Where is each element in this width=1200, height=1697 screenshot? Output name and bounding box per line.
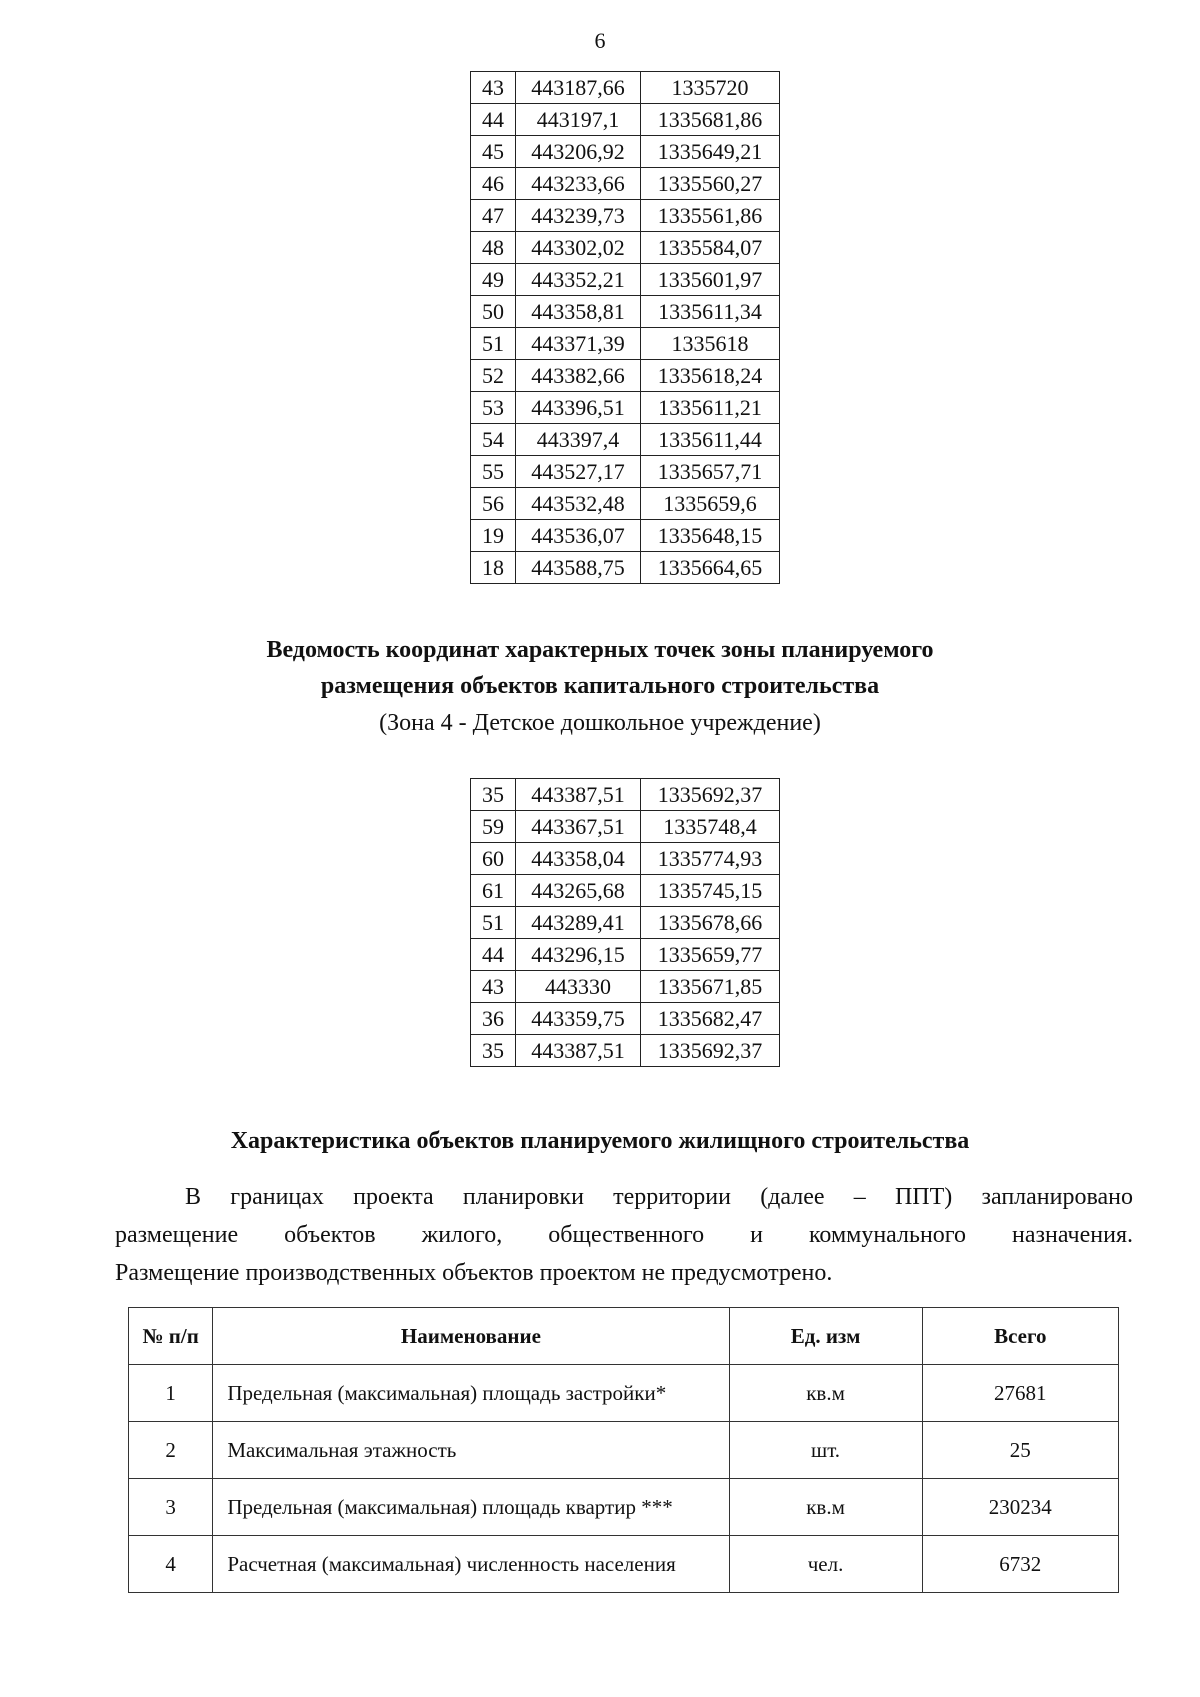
row-total: 230234 bbox=[922, 1479, 1118, 1536]
table-row bbox=[471, 360, 780, 392]
parameters-table bbox=[128, 1307, 1119, 1593]
y-coordinate: 1335649,21 bbox=[641, 136, 780, 168]
table-row bbox=[471, 971, 780, 1003]
point-number: 59 bbox=[471, 811, 516, 843]
x-coordinate: 443387,51 bbox=[516, 1035, 641, 1067]
table-row bbox=[129, 1536, 1119, 1593]
point-number: 60 bbox=[471, 843, 516, 875]
table-row bbox=[471, 168, 780, 200]
table-row bbox=[471, 232, 780, 264]
table-row bbox=[471, 72, 780, 104]
y-coordinate: 1335584,07 bbox=[641, 232, 780, 264]
x-coordinate: 443397,4 bbox=[516, 424, 641, 456]
paragraph-line3: Размещение производственных объектов проектом не предусмотрено. bbox=[115, 1260, 833, 1286]
table-row bbox=[471, 424, 780, 456]
x-coordinate: 443536,07 bbox=[516, 520, 641, 552]
table-row bbox=[471, 811, 780, 843]
table-row bbox=[471, 552, 780, 584]
row-total: 25 bbox=[922, 1422, 1118, 1479]
row-unit: шт. bbox=[729, 1422, 922, 1479]
y-coordinate: 1335692,37 bbox=[641, 779, 780, 811]
row-number: 4 bbox=[129, 1536, 213, 1593]
zone-subtitle: (Зона 4 - Детское дошкольное учреждение) bbox=[379, 710, 821, 736]
row-number: 1 bbox=[129, 1365, 213, 1422]
table-row bbox=[471, 392, 780, 424]
x-coordinate: 443358,81 bbox=[516, 296, 641, 328]
x-coordinate: 443382,66 bbox=[516, 360, 641, 392]
row-unit: кв.м bbox=[729, 1479, 922, 1536]
x-coordinate: 443588,75 bbox=[516, 552, 641, 584]
housing-heading: Характеристика объектов планируемого жилищного строительства bbox=[230, 1128, 970, 1154]
table-row bbox=[129, 1422, 1119, 1479]
table-row bbox=[471, 520, 780, 552]
point-number: 56 bbox=[471, 488, 516, 520]
y-coordinate: 1335748,4 bbox=[641, 811, 780, 843]
table-row bbox=[471, 939, 780, 971]
table-row bbox=[471, 488, 780, 520]
x-coordinate: 443206,92 bbox=[516, 136, 641, 168]
table-row bbox=[129, 1479, 1119, 1536]
coordinates-table-2 bbox=[470, 778, 780, 1067]
point-number: 35 bbox=[471, 779, 516, 811]
y-coordinate: 1335720 bbox=[641, 72, 780, 104]
x-coordinate: 443387,51 bbox=[516, 779, 641, 811]
row-unit: чел. bbox=[729, 1536, 922, 1593]
point-number: 49 bbox=[471, 264, 516, 296]
x-coordinate: 443302,02 bbox=[516, 232, 641, 264]
y-coordinate: 1335659,77 bbox=[641, 939, 780, 971]
point-number: 45 bbox=[471, 136, 516, 168]
x-coordinate: 443532,48 bbox=[516, 488, 641, 520]
table-row bbox=[471, 1003, 780, 1035]
row-name: Максимальная этажность bbox=[213, 1422, 729, 1479]
x-coordinate: 443296,15 bbox=[516, 939, 641, 971]
table-row bbox=[471, 200, 780, 232]
header-name: Наименование bbox=[213, 1308, 729, 1365]
y-coordinate: 1335611,21 bbox=[641, 392, 780, 424]
point-number: 52 bbox=[471, 360, 516, 392]
row-name: Расчетная (максимальная) численность населения bbox=[213, 1536, 729, 1593]
y-coordinate: 1335560,27 bbox=[641, 168, 780, 200]
x-coordinate: 443239,73 bbox=[516, 200, 641, 232]
header-total: Всего bbox=[922, 1308, 1118, 1365]
row-name: Предельная (максимальная) площадь квартир *** bbox=[213, 1479, 729, 1536]
x-coordinate: 443197,1 bbox=[516, 104, 641, 136]
paragraph-line2: размещение объектов жилого, общественного и коммунального назначения. bbox=[115, 1222, 1133, 1248]
point-number: 48 bbox=[471, 232, 516, 264]
point-number: 53 bbox=[471, 392, 516, 424]
y-coordinate: 1335671,85 bbox=[641, 971, 780, 1003]
zone-heading-line1: Ведомость координат характерных точек зоны планируемого bbox=[266, 637, 934, 663]
x-coordinate: 443358,04 bbox=[516, 843, 641, 875]
y-coordinate: 1335745,15 bbox=[641, 875, 780, 907]
x-coordinate: 443367,51 bbox=[516, 811, 641, 843]
point-number: 43 bbox=[471, 72, 516, 104]
x-coordinate: 443527,17 bbox=[516, 456, 641, 488]
table-row bbox=[471, 328, 780, 360]
y-coordinate: 1335611,34 bbox=[641, 296, 780, 328]
table-row bbox=[471, 264, 780, 296]
table-row bbox=[471, 136, 780, 168]
point-number: 55 bbox=[471, 456, 516, 488]
point-number: 44 bbox=[471, 939, 516, 971]
y-coordinate: 1335682,47 bbox=[641, 1003, 780, 1035]
table-row bbox=[471, 104, 780, 136]
point-number: 47 bbox=[471, 200, 516, 232]
y-coordinate: 1335692,37 bbox=[641, 1035, 780, 1067]
x-coordinate: 443330 bbox=[516, 971, 641, 1003]
y-coordinate: 1335774,93 bbox=[641, 843, 780, 875]
x-coordinate: 443265,68 bbox=[516, 875, 641, 907]
parameters-header-row bbox=[129, 1308, 1119, 1365]
y-coordinate: 1335648,15 bbox=[641, 520, 780, 552]
row-total: 27681 bbox=[922, 1365, 1118, 1422]
row-total: 6732 bbox=[922, 1536, 1118, 1593]
y-coordinate: 1335657,71 bbox=[641, 456, 780, 488]
table-row bbox=[471, 779, 780, 811]
table-row bbox=[471, 1035, 780, 1067]
point-number: 18 bbox=[471, 552, 516, 584]
point-number: 43 bbox=[471, 971, 516, 1003]
y-coordinate: 1335561,86 bbox=[641, 200, 780, 232]
table-row bbox=[471, 843, 780, 875]
header-number: № п/п bbox=[129, 1308, 213, 1365]
y-coordinate: 1335611,44 bbox=[641, 424, 780, 456]
row-number: 2 bbox=[129, 1422, 213, 1479]
x-coordinate: 443371,39 bbox=[516, 328, 641, 360]
x-coordinate: 443289,41 bbox=[516, 907, 641, 939]
table-row bbox=[471, 456, 780, 488]
table-row bbox=[471, 907, 780, 939]
paragraph-line1: В границах проекта планировки территории (далее – ППТ) запланировано bbox=[185, 1184, 1133, 1210]
point-number: 35 bbox=[471, 1035, 516, 1067]
point-number: 51 bbox=[471, 328, 516, 360]
point-number: 51 bbox=[471, 907, 516, 939]
zone-heading-line2: размещения объектов капитального строительства bbox=[320, 673, 880, 699]
row-number: 3 bbox=[129, 1479, 213, 1536]
row-unit: кв.м bbox=[729, 1365, 922, 1422]
table-row bbox=[471, 875, 780, 907]
y-coordinate: 1335664,65 bbox=[641, 552, 780, 584]
x-coordinate: 443233,66 bbox=[516, 168, 641, 200]
y-coordinate: 1335659,6 bbox=[641, 488, 780, 520]
x-coordinate: 443359,75 bbox=[516, 1003, 641, 1035]
point-number: 19 bbox=[471, 520, 516, 552]
x-coordinate: 443187,66 bbox=[516, 72, 641, 104]
coordinates-table-1 bbox=[470, 71, 780, 584]
table-row bbox=[129, 1365, 1119, 1422]
point-number: 61 bbox=[471, 875, 516, 907]
point-number: 46 bbox=[471, 168, 516, 200]
point-number: 36 bbox=[471, 1003, 516, 1035]
point-number: 50 bbox=[471, 296, 516, 328]
y-coordinate: 1335618,24 bbox=[641, 360, 780, 392]
row-name: Предельная (максимальная) площадь застройки* bbox=[213, 1365, 729, 1422]
x-coordinate: 443396,51 bbox=[516, 392, 641, 424]
y-coordinate: 1335618 bbox=[641, 328, 780, 360]
y-coordinate: 1335681,86 bbox=[641, 104, 780, 136]
page-number: 6 bbox=[594, 28, 606, 53]
x-coordinate: 443352,21 bbox=[516, 264, 641, 296]
header-unit: Ед. изм bbox=[729, 1308, 922, 1365]
y-coordinate: 1335678,66 bbox=[641, 907, 780, 939]
y-coordinate: 1335601,97 bbox=[641, 264, 780, 296]
point-number: 44 bbox=[471, 104, 516, 136]
point-number: 54 bbox=[471, 424, 516, 456]
table-row bbox=[471, 296, 780, 328]
